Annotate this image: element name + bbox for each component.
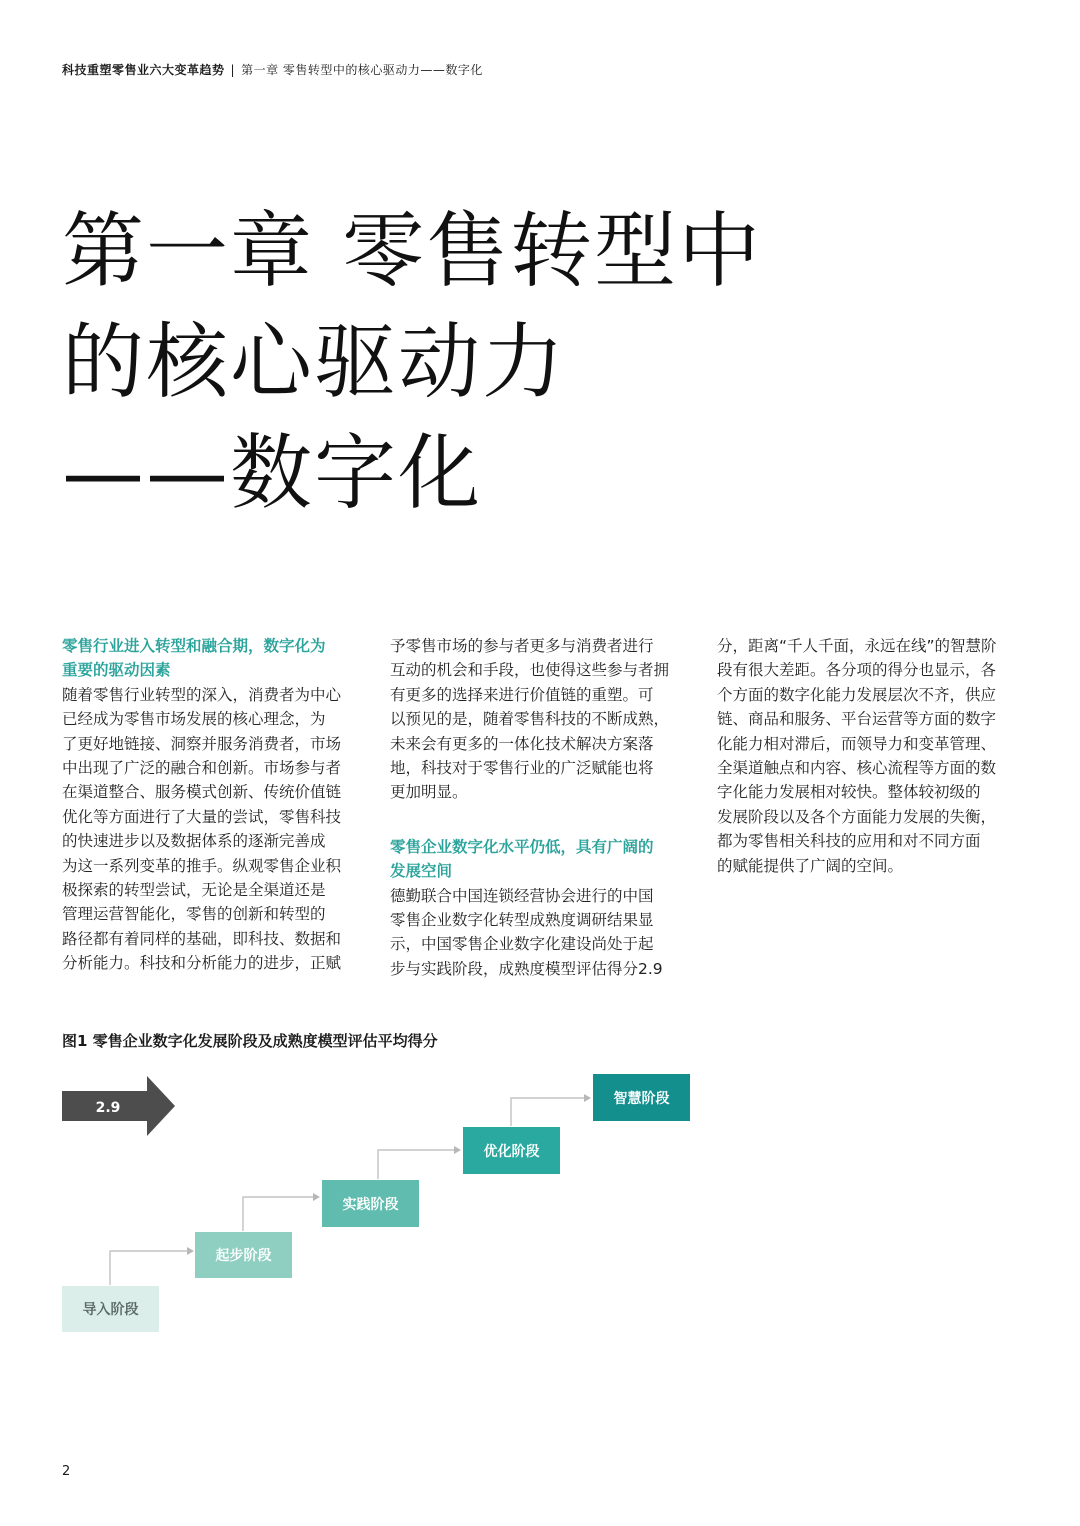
body-line: 更加明显。: [390, 783, 468, 802]
body-line: 路径都有着同样的基础，即科技、数据和: [62, 929, 342, 948]
body-line: 管理运营智能化，零售的创新和转型的: [62, 905, 326, 924]
body-line: 互动的机会和手段，也使得这些参与者拥: [390, 661, 670, 680]
heading-line: 零售行业进入转型和融合期，数字化为: [62, 637, 326, 655]
connector-arrowheads: [187, 1094, 591, 1255]
stage-labels: [83, 1090, 670, 1318]
chapter-title-line: 的核心驱动力: [62, 315, 567, 410]
connector-line: [110, 1251, 190, 1285]
body-line: 极探索的转型尝试，无论是全渠道还是: [62, 881, 326, 900]
body-line: 都为零售相关科技的应用和对不同方面: [717, 832, 981, 851]
body-line: 化能力相对滞后，而领导力和变革管理、: [717, 734, 997, 753]
report-title: 科技重塑零售业六大变革趋势: [62, 63, 225, 77]
stage-label: 智慧阶段: [613, 1091, 670, 1107]
stage-label: 优化阶段: [483, 1144, 540, 1160]
body-line: 在渠道整合、服务模式创新、传统价值链: [62, 783, 342, 802]
body-line: 零售企业数字化转型成熟度调研结果显: [390, 911, 654, 930]
heading-line: 发展空间: [390, 862, 453, 881]
body-line: 的赋能提供了广阔的空间。: [717, 856, 904, 875]
body-line: 分析能力。科技和分析能力的进步，正赋: [62, 954, 342, 973]
body-line: 未来会有更多的一体化技术解决方案落: [390, 734, 654, 753]
body-line: 已经成为零售市场发展的核心理念，为: [62, 710, 326, 729]
body-line: 的快速进步以及数据体系的逐渐完善成: [62, 832, 326, 851]
stage-label: 实践阶段: [342, 1197, 399, 1213]
body-line: 以预见的是，随着零售科技的不断成熟，: [390, 710, 670, 729]
header-chapter: 第一章 零售转型中的核心驱动力——数字化: [241, 63, 483, 77]
body-line: 发展阶段以及各个方面能力发展的失衡，: [717, 807, 997, 826]
body-line: 步与实践阶段，成熟度模型评估得分2.9: [390, 959, 663, 978]
chapter-title-line: ——数字化: [62, 426, 483, 521]
figure-title: 图1 零售企业数字化发展阶段及成熟度模型评估平均得分: [62, 1032, 438, 1050]
arrowhead: [454, 1146, 461, 1154]
heading-line: 零售企业数字化水平仍低，具有广阔的: [390, 837, 654, 856]
stage-label: 导入阶段: [82, 1302, 139, 1318]
heading-line: 重要的驱动因素: [62, 661, 171, 680]
header-separator: |: [230, 63, 236, 77]
score-label: 2.9: [95, 1100, 121, 1116]
chapter-title-line: 第一章 零售转型中: [62, 204, 763, 299]
body-line: 地，科技对于零售行业的广泛赋能也将: [390, 759, 654, 778]
stage-label: 起步阶段: [215, 1248, 272, 1264]
page-number: 2: [62, 1464, 71, 1479]
arrowhead: [187, 1247, 194, 1255]
connector-line: [511, 1098, 587, 1126]
body-line: 有更多的选择来进行价值链的重塑。可: [390, 685, 654, 704]
body-line: 个方面的数字化能力发展层次不齐，供应: [717, 685, 997, 704]
arrowhead: [584, 1094, 591, 1102]
body-line: 了更好地链接、洞察并服务消费者，市场: [62, 734, 342, 753]
body-line: 优化等方面进行了大量的尝试，零售科技: [62, 807, 342, 826]
body-line: 分，距离“千人千面，永远在线”的智慧阶: [717, 637, 997, 655]
body-line: 字化能力发展相对较快。整体较初级的: [717, 783, 981, 802]
body-line: 为这一系列变革的推手。纵观零售企业积: [62, 856, 342, 875]
body-line: 德勤联合中国连锁经营协会进行的中国: [390, 886, 654, 905]
body-line: 全渠道触点和内容、核心流程等方面的数: [717, 759, 997, 778]
body-line: 中出现了广泛的融合和创新。市场参与者: [62, 759, 342, 778]
body-line: 示，中国零售企业数字化建设尚处于起: [390, 935, 654, 954]
body-line: 予零售市场的参与者更多与消费者进行: [390, 637, 654, 655]
connector-line: [243, 1197, 316, 1231]
body-line: 链、商品和服务、平台运营等方面的数字: [717, 710, 997, 729]
body-line: 随着零售行业转型的深入，消费者为中心: [62, 685, 342, 704]
arrowhead: [313, 1193, 320, 1201]
connector-line: [378, 1150, 457, 1179]
body-line: 段有很大差距。各分项的得分也显示，各: [717, 661, 997, 680]
